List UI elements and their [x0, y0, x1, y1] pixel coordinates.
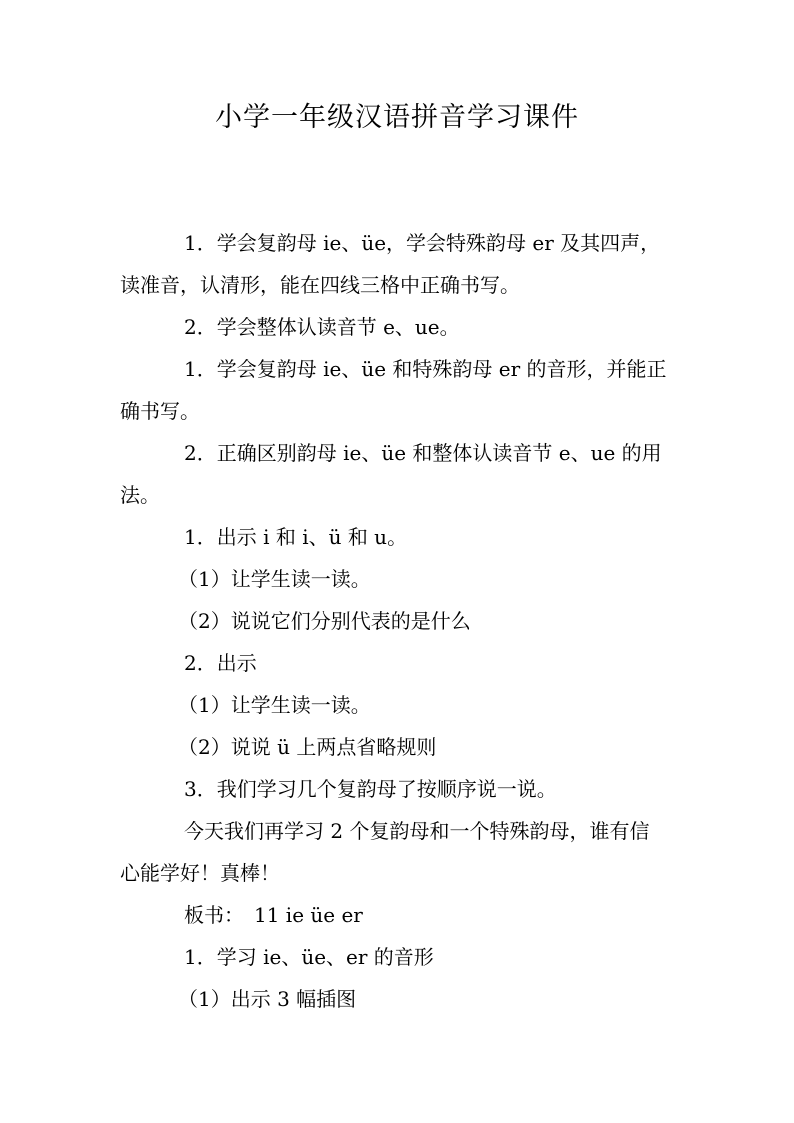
paragraph-line: （2）说说它们分别代表的是什么: [178, 609, 471, 633]
paragraph-line: 确书写。: [120, 399, 200, 423]
paragraph-line: 今天我们再学习 2 个复韵母和一个特殊韵母，谁有信: [184, 819, 650, 843]
paragraph-line: 3．我们学习几个复韵母了按顺序说一说。: [184, 777, 557, 801]
paragraph-line: 读准音，认清形，能在四线三格中正确书写。: [120, 273, 520, 297]
paragraph-line: （1）让学生读一读。: [178, 693, 371, 717]
paragraph-line: （1）出示 3 幅插图: [178, 987, 357, 1011]
paragraph-line: 板书： 11 ie üe er: [184, 903, 363, 927]
paragraph-line: 1．学习 ie、üe、er 的音形: [184, 945, 434, 969]
page-title: 小学一年级汉语拼音学习课件: [215, 102, 579, 133]
paragraph-line: 心能学好！真棒！: [120, 861, 280, 885]
paragraph-line: 2．出示: [184, 651, 257, 675]
paragraph-line: 2．正确区别韵母 ie、üe 和整体认读音节 e、ue 的用: [184, 441, 662, 465]
paragraph-line: 法。: [120, 483, 160, 507]
paragraph-line: 1．出示 i 和 i、ü 和 u。: [184, 525, 408, 549]
paragraph-line: 2．学会整体认读音节 e、ue。: [184, 315, 460, 339]
paragraph-line: （1）让学生读一读。: [178, 567, 371, 591]
paragraph-line: 1．学会复韵母 ie、üe，学会特殊韵母 er 及其四声，: [184, 231, 661, 255]
paragraph-line: 1．学会复韵母 ie、üe 和特殊韵母 er 的音形，并能正: [184, 357, 667, 381]
paragraph-line: （2）说说 ü 上两点省略规则: [178, 735, 437, 759]
